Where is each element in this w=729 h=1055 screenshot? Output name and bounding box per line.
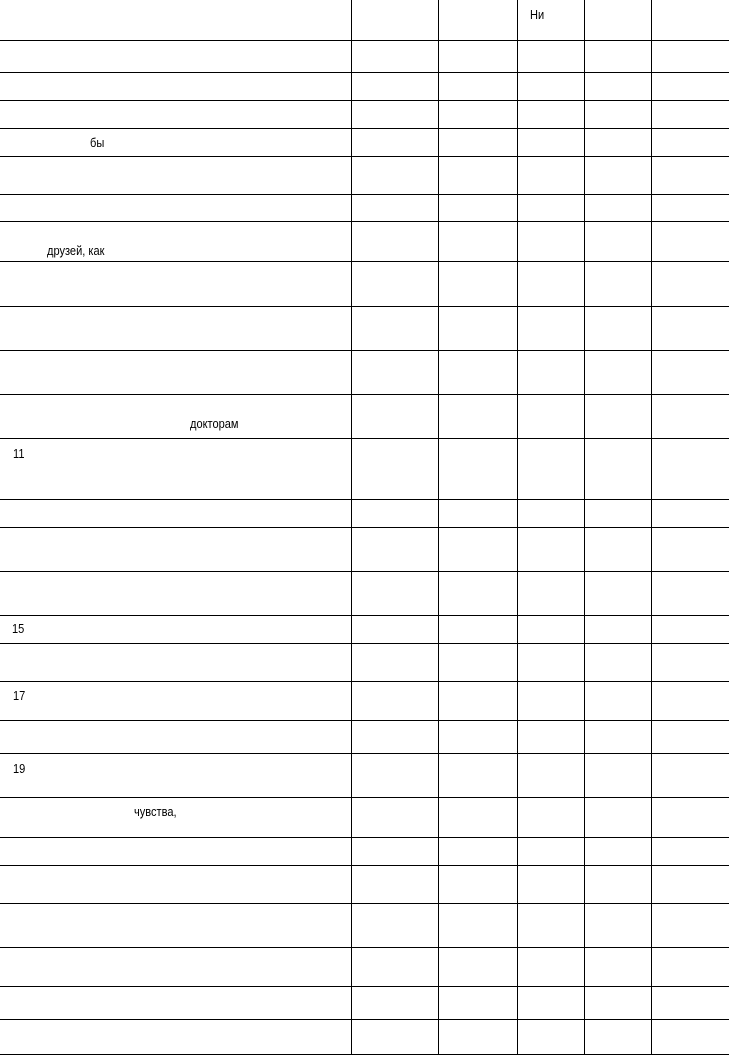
table-row [0, 101, 729, 129]
table-row [0, 157, 729, 195]
table-row [0, 682, 729, 721]
column-divider [351, 0, 352, 1055]
table-row [0, 1020, 729, 1055]
row-number: 19 [13, 761, 26, 776]
table-row [0, 41, 729, 73]
table-row [0, 500, 729, 528]
table-row [0, 222, 729, 262]
table-row [0, 307, 729, 351]
table-row [0, 948, 729, 987]
table-row [0, 73, 729, 101]
row-text: друзей, как [47, 243, 105, 258]
row-text: чувства, [134, 804, 177, 819]
row-number: 15 [12, 621, 25, 636]
table-row [0, 987, 729, 1020]
table-row [0, 195, 729, 222]
column-header-option: Ни [530, 7, 545, 22]
table-row [0, 262, 729, 307]
table-row [0, 644, 729, 682]
table-row [0, 798, 729, 838]
column-divider [651, 0, 652, 1055]
row-text: докторам [190, 416, 239, 431]
table-row [0, 129, 729, 157]
column-divider [517, 0, 518, 1055]
table-row [0, 528, 729, 572]
row-number: 11 [13, 446, 25, 461]
row-number: 17 [13, 688, 26, 703]
table-row [0, 904, 729, 948]
table-header-row [0, 0, 729, 41]
table-row [0, 754, 729, 798]
table-row [0, 721, 729, 754]
column-divider [438, 0, 439, 1055]
table-row [0, 572, 729, 616]
column-divider [584, 0, 585, 1055]
table-row [0, 439, 729, 500]
table-row [0, 351, 729, 395]
row-text: бы [90, 135, 105, 150]
table-row [0, 395, 729, 439]
table-row [0, 616, 729, 644]
table-row [0, 838, 729, 866]
table-row [0, 866, 729, 904]
